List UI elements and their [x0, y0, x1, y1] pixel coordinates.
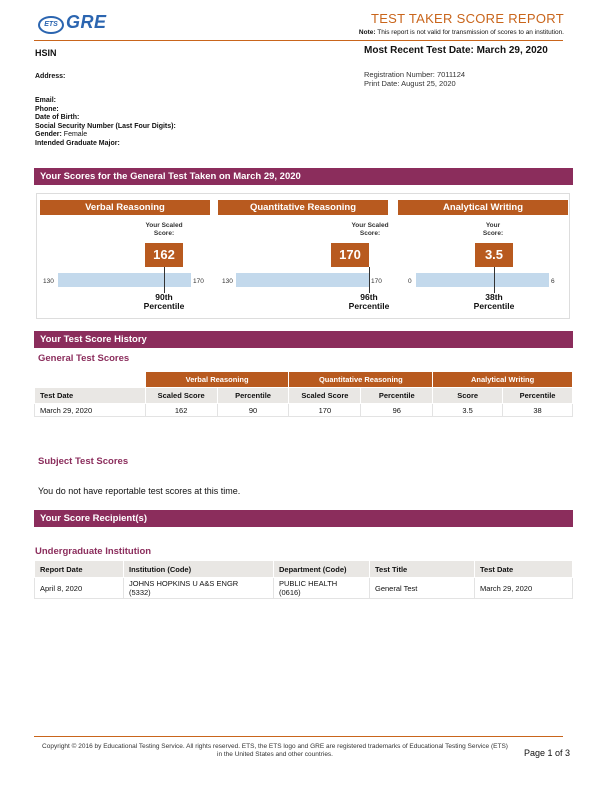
col-header: Institution (Code) [124, 561, 274, 578]
table-cell: 170 [289, 404, 361, 417]
ssn-label: Social Security Number (Last Four Digits): [35, 122, 176, 130]
col-header: Test Title [370, 561, 475, 578]
writing-scaled-score: 3.5 [475, 243, 513, 267]
email-label: Email: [35, 97, 57, 104]
phone-label: Phone: [35, 105, 59, 113]
quant-scale-max: 170 [371, 278, 382, 285]
registration-info [364, 70, 465, 88]
col-test-date: Test Date [35, 388, 146, 404]
verbal-score-scale-bar [58, 273, 191, 287]
score-history-table [34, 371, 573, 417]
quant-scaled-score-label-1: Your Scaled [351, 222, 389, 229]
taker-name: HSIN [35, 48, 57, 58]
group-verbal: Verbal Reasoning [145, 372, 289, 388]
subject-test-scores-title: Subject Test Scores [38, 456, 129, 467]
table-cell: March 29, 2020 [475, 578, 573, 599]
recipients-table [34, 560, 573, 599]
verbal-percentile-label: Percentile [143, 301, 185, 311]
print-date: Print Date: August 25, 2020 [364, 79, 456, 88]
writing-percentile-value: 38th [485, 292, 503, 302]
table-cell: 38 [503, 404, 573, 417]
writing-score-marker [494, 267, 495, 293]
col-header: Score [433, 388, 503, 404]
verbal-scale-min: 130 [43, 278, 54, 285]
verbal-scaled-score-label-2: Score: [153, 230, 175, 237]
general-test-scores-title: General Test Scores [38, 353, 130, 364]
subject-scores-message: You do not have reportable test scores at this time. [38, 486, 241, 496]
writing-percentile-label: Percentile [473, 301, 515, 311]
writing-scaled-score-label-2: Score: [482, 230, 504, 237]
report-note [359, 29, 564, 36]
verbal-section-header: Verbal Reasoning [40, 200, 210, 215]
writing-scaled-score-label-1: Your [485, 222, 501, 229]
score-recipients-bar: Your Score Recipient(s) [34, 510, 573, 527]
page-number: Page 1 of 3 [524, 748, 571, 758]
major-label: Intended Graduate Major: [35, 139, 120, 147]
verbal-percentile-value: 90th [155, 292, 173, 302]
table-row [35, 578, 573, 599]
col-header: Report Date [35, 561, 124, 578]
copyright-notice: Copyright © 2016 by Educational Testing Service. All rights reserved. ETS, the ETS logo and GRE are registered trademarks of Educational Testing Service (ETS) in the United States and other countries. [42, 743, 508, 758]
note-label: Note: [358, 29, 376, 36]
gre-logo: GRE [66, 12, 107, 32]
col-header: Test Date [475, 561, 573, 578]
table-cell: 162 [145, 404, 217, 417]
verbal-score-marker [164, 267, 165, 293]
quant-percentile-label: Percentile [348, 301, 390, 311]
group-writing: Analytical Writing [433, 372, 573, 388]
verbal-scaled-score-label-1: Your Scaled [145, 222, 183, 229]
writing-scale-max: 6 [551, 278, 555, 285]
header-divider [34, 40, 563, 41]
gender-value: Female [63, 131, 88, 138]
writing-section-header: Analytical Writing [398, 200, 568, 215]
table-row [35, 404, 573, 417]
personal-info [35, 97, 176, 148]
quant-section-header: Quantitative Reasoning [218, 200, 388, 215]
table-cell: 3.5 [433, 404, 503, 417]
general-scores-bar: Your Scores for the General Test Taken on March 29, 2020 [34, 168, 573, 185]
writing-scale-min: 0 [408, 278, 412, 285]
col-header: Department (Code) [274, 561, 370, 578]
note-text: This report is not valid for transmission of scores to an institution. [377, 29, 564, 36]
group-quant: Quantitative Reasoning [289, 372, 433, 388]
gender-row [35, 131, 176, 140]
col-header: Percentile [361, 388, 433, 404]
dob-label: Date of Birth: [35, 114, 80, 121]
col-header: Scaled Score [145, 388, 217, 404]
score-history-bar: Your Test Score History [34, 331, 573, 348]
verbal-scaled-score: 162 [145, 243, 183, 267]
quant-scaled-score: 170 [331, 243, 369, 267]
table-cell: General Test [370, 578, 475, 599]
table-cell: JOHNS HOPKINS U A&S ENGR (5332) [124, 578, 274, 599]
col-header: Scaled Score [289, 388, 361, 404]
footer-divider [34, 736, 563, 737]
table-cell: 90 [217, 404, 289, 417]
col-header: Percentile [217, 388, 289, 404]
table-cell: April 8, 2020 [35, 578, 124, 599]
table-spacer [35, 372, 146, 388]
writing-score-scale-bar [416, 273, 549, 287]
undergraduate-institution-title: Undergraduate Institution [35, 546, 152, 557]
quant-scale-min: 130 [222, 278, 233, 285]
report-title: TEST TAKER SCORE REPORT [370, 11, 564, 26]
col-header: Percentile [503, 388, 573, 404]
quant-score-scale-bar [236, 273, 369, 287]
gender-label: Gender: [35, 131, 62, 138]
most-recent-test-date: Most Recent Test Date: March 29, 2020 [364, 45, 548, 56]
verbal-scale-max: 170 [193, 278, 204, 285]
address-label: Address: [35, 73, 66, 80]
quant-percentile-value: 96th [360, 292, 378, 302]
ets-logo: ETS [38, 16, 64, 34]
quant-score-marker [369, 267, 370, 293]
registration-number: Registration Number: 7011124 [364, 70, 466, 79]
table-cell: 96 [361, 404, 433, 417]
quant-scaled-score-label-2: Score: [359, 230, 381, 237]
table-cell: PUBLIC HEALTH (0616) [274, 578, 370, 599]
table-cell: March 29, 2020 [35, 404, 146, 417]
